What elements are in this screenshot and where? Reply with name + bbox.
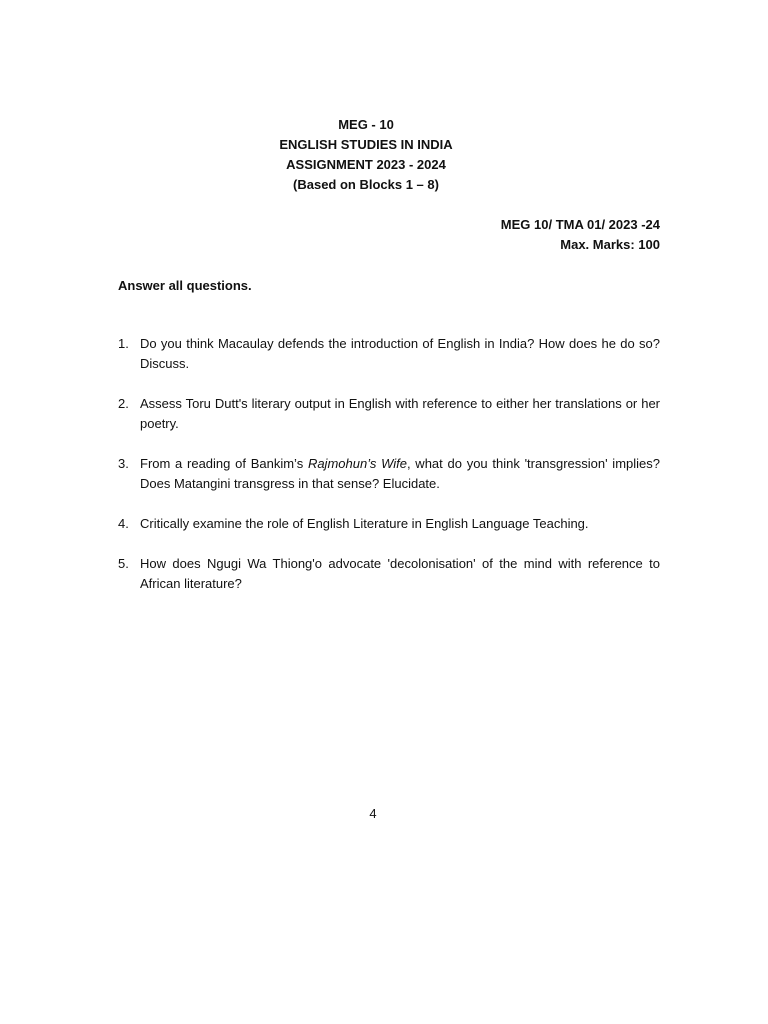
question-list (118, 334, 660, 614)
question-item (118, 394, 660, 434)
question-text: Critically examine the role of English Literature in English Language Teaching. (140, 516, 589, 531)
question-number: 3. (118, 456, 129, 471)
course-code: MEG - 10 (338, 117, 394, 132)
max-marks: Max. Marks: 100 (560, 237, 660, 252)
assignment-reference (501, 215, 660, 255)
question-number: 4. (118, 516, 129, 531)
course-title: ENGLISH STUDIES IN INDIA (279, 137, 453, 152)
question-text-end: , what do you think 'transgression' implies? Does Matangini transgress in that sense? Elucidate. (140, 456, 660, 491)
assignment-year: ASSIGNMENT 2023 - 2024 (286, 157, 446, 172)
question-item (118, 554, 660, 594)
question-text-start: From a reading of Bankim’s (140, 456, 308, 471)
question-item (118, 514, 660, 534)
question-item (118, 454, 660, 494)
instruction-text: Answer all questions. (118, 278, 252, 293)
page-number: 4 (369, 806, 377, 821)
question-item (118, 334, 660, 374)
novel-title: Rajmohun’s Wife (307, 456, 407, 471)
question-number: 5. (118, 556, 129, 571)
question-text: Do you think Macaulay defends the introduction of English in India? How does he do so? Discuss. (140, 336, 660, 371)
question-number: 1. (118, 336, 129, 351)
blocks-basis: (Based on Blocks 1 – 8) (293, 177, 439, 192)
tma-code: MEG 10/ TMA 01/ 2023 -24 (500, 217, 660, 232)
question-text: How does Ngugi Wa Thiong'o advocate 'decolonisation' of the mind with reference to African literature? (140, 556, 660, 591)
assignment-header (0, 115, 732, 195)
question-text: Assess Toru Dutt's literary output in English with reference to either her translations or her poetry. (140, 396, 660, 431)
question-text (140, 454, 660, 494)
question-number: 2. (118, 396, 129, 411)
